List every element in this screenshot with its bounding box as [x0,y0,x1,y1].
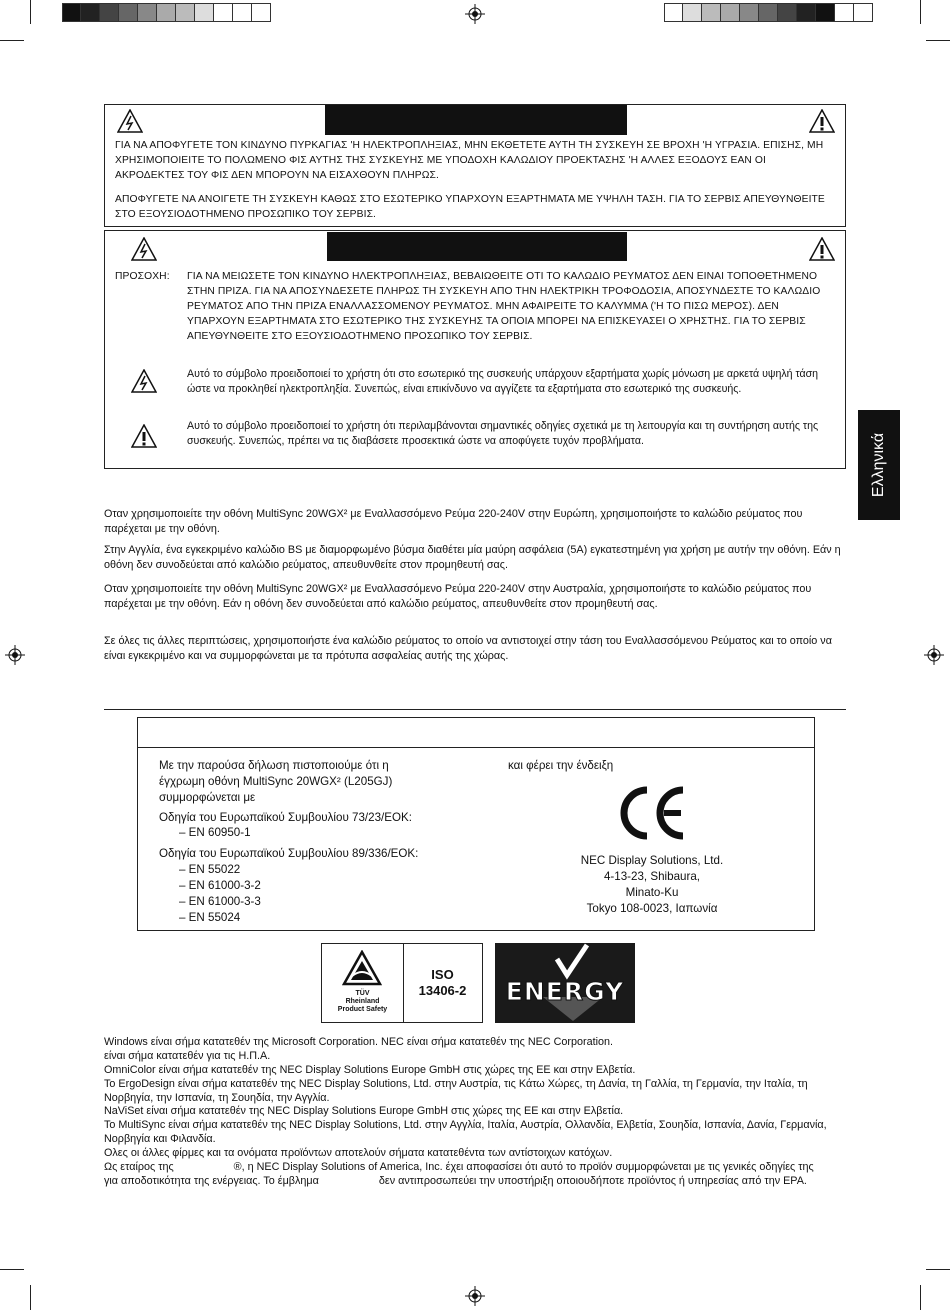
trademark-line: Ως εταίρος της ®, η NEC Display Solutions of America, Inc. έχει αποφασίσει ότι αυτό το προϊόν συμμορφώνεται με τις γενικές οδηγίες της για αποδοτικότητα της ενέργειας. Το έμβλημα δεν αντιπροσωπεύει την υποστήριξη οποιουδήποτε προϊόντος ή υπηρεσίας από την EPA. [104,1161,874,1187]
electric-shock-warning-icon [117,109,143,133]
declaration-intro [159,758,479,806]
address-line: NEC Display Solutions, Ltd. [580,854,724,867]
iso-label: ISO [431,967,454,982]
trademark-line: Το ErgoDesign είναι σήμα κατατεθέν της NEC Display Solutions, Ltd. στην Αυστρία, τις Κάτω Χώρες, τη Δανία, τη Γαλλία, τη Γερμανία, την Ιταλία, τη Νορβηγία, την Ισπανία, τη Σουηδία, την Αγγλία. [104,1078,808,1104]
tuv-iso-logo [321,943,483,1023]
trademark-line: OmniColor είναι σήμα κατατεθέν της NEC Display Solutions Europe GmbH στις χώρες της ΕΕ και στην Ελβετία. [104,1064,636,1076]
crop-mark [30,1285,31,1310]
crop-mark [0,40,24,41]
declaration-box [137,717,815,931]
caution-title-bar [327,232,627,261]
directive-2-standards [179,862,261,926]
trademark-line: NaViSet είναι σήμα κατατεθέν της NEC Display Solutions Europe GmbH στις χώρες της ΕΕ και στην Ελβετία. [104,1105,624,1117]
tuv-section [322,944,404,1022]
exclamation-warning-icon [809,237,835,261]
address-line: Minato-Ku [625,886,679,899]
standard-item: – EN 55024 [179,911,241,924]
caution-box [104,230,846,469]
exclamation-symbol-icon [131,424,157,448]
intro-line: Με την παρούσα δήλωση πιστοποιούμε ότι η [159,759,389,772]
crop-mark [926,40,950,41]
standard-item: – EN 55022 [179,863,241,876]
declaration-header [138,718,814,748]
section-divider [104,709,846,710]
power-paragraph-australia: Οταν χρησιμοποιείτε την οθόνη MultiSync 20WGX² με Εναλλασσόμενο Ρεύμα 220-240V στην Αυστραλία, χρησιμοποιήστε το καλώδιο ρεύματος που παρέχεται με την οθόνη. Εάν η οθόνη δεν συνοδεύεται από καλώδιο ρεύματος, απευθυνθείτε στον προμηθευτή σας. [104,583,812,610]
caution-text: ΓΙΑ ΝΑ ΜΕΙΩΣΕΤΕ ΤΟΝ ΚΙΝΔΥΝΟ ΗΛΕΚΤΡΟΠΛΗΞΙΑΣ, ΒΕΒΑΙΩΘΕΙΤΕ ΟΤΙ ΤΟ ΚΑΛΩΔΙΟ ΡΕΥΜΑΤΟΣ ΔΕΝ ΕΙΝΑΙ ΤΟΠΟΘΕΤΗΜΕΝΟ ΣΤΗΝ ΠΡΙΖΑ. ΓΙΑ ΝΑ ΑΠΟΣΥΝΔΕΣΕΤΕ ΠΛΗΡΩΣ ΤΗ ΣΥΣΚΕΥΗ ΑΠΟ ΤΗΝ ΗΛΕΚΤΡΙΚΗ ΤΡΟΦΟΔΟΣΙΑ, ΑΠΟΣΥΝΔΕΣΤΕ ΤΟ ΚΑΛΩΔΙΟ ΡΕΥΜΑΤΟΣ ΑΠΟ ΤΗΝ ΠΡΙΖΑ ΕΝΑΛΛΑΣΣΟΜΕΝΟΥ ΡΕΥΜΑΤΟΣ. ΜΗΝ ΑΦΑΙΡΕΙΤΕ ΤΟ ΚΑΛΥΜΜΑ ('Η ΤΟ ΠΙΣΩ ΜΕΡΟΣ). ΔΕΝ ΥΠΑΡΧΟΥΝ ΕΞΑΡΤΗΜΑΤΑ ΣΤΟ ΕΣΩΤΕΡΙΚΟ ΤΗΣ ΣΥΣΚΕΥΗΣ ΤΑ ΟΠΟΙΑ ΜΠΟΡΕΙ ΝΑ ΕΠΙΣΚΕΥΑΣΕΙ Ο ΧΡΗΣΤΗΣ. ΓΙΑ ΤΟ ΣΕΡΒΙΣ ΑΠΕΥΘΥΝΘΕΙΤΕ ΣΤΟ ΕΞΟΥΣΙΟΔΟΤΗΜΕΝΟ ΠΡΟΣΩΠΙΚΟ ΤΟΥ ΣΕΡΒΙΣ. [187,271,821,342]
crop-mark [0,1269,24,1270]
power-paragraph-other: Σε όλες τις άλλες περιπτώσεις, χρησιμοποιήστε ένα καλώδιο ρεύματος το οποίο να αντιστοιχεί στην τάση του Εναλλασσόμενου Ρεύματος και το οποίο να είναι εγκεκριμένο και να συμμορφώνεται με τα πρότυπα ασφαλείας αυτής της χώρας. [104,635,832,662]
standard-item: – EN 61000-3-3 [179,895,261,908]
ce-mark-logo [615,784,687,842]
mark-text: και φέρει την ένδειξη [508,759,614,772]
energy-label: ENERGY [505,977,625,1006]
electric-shock-warning-icon [131,237,157,261]
power-paragraph-europe: Οταν χρησιμοποιείτε την οθόνη MultiSync 20WGX² με Εναλλασσόμενο Ρεύμα 220-240V στην Ευρώπη, χρησιμοποιήστε το καλώδιο ρεύματος που παρέχεται με την οθόνη. [104,508,803,535]
color-bar-right [664,3,873,23]
registration-mark-icon [924,645,944,665]
tuv-triangle-icon [342,950,382,986]
crop-mark [926,1269,950,1270]
intro-line: έγχρωμη οθόνη MultiSync 20WGX² (L205GJ) [159,775,393,788]
warning-box [104,104,846,227]
power-paragraph-uk: Στην Αγγλία, ένα εγκεκριμένο καλώδιο BS με διαμορφωμένο βύσμα διαθέτει μία μαύρη ασφάλεια (5A) εγκατεστημένη για χρήση με αυτήν την οθόνη. Εάν η οθόνη δεν συνοδεύεται από καλώδιο ρεύματος, απευθυνθείτε στον προμηθευτή σας. [104,544,841,571]
registration-mark-icon [465,4,485,24]
warning-text-1: ΓΙΑ ΝΑ ΑΠΟΦΥΓΕΤΕ ΤΟΝ ΚΙΝΔΥΝΟ ΠΥΡΚΑΓΙΑΣ 'Η ΗΛΕΚΤΡΟΠΛΗΞΙΑΣ, ΜΗΝ ΕΚΘΕΤΕΤΕ ΑΥΤΗ ΤΗ ΣΥΣΚΕΥΗ ΣΕ ΒΡΟΧΗ 'Η ΥΓΡΑΣΙΑ. ΕΠΙΣΗΣ, ΜΗ ΧΡΗΣΙΜΟΠΟΙΕΙΤΕ ΤΟ ΠΟΛΩΜΕΝΟ ΦΙΣ ΑΥΤΗΣ ΤΗΣ ΣΥΣΚΕΥΗΣ ΜΕ ΥΠΟΔΟΧΗ ΚΑΛΩΔΙΟΥ ΠΡΟΕΚΤΑΣΗΣ 'Η ΑΛΛΕΣ ΕΞΟΔΟΥΣ ΕΑΝ ΟΙ ΑΚΡΟΔΕΚΤΕΣ ΤΟΥ ΦΙΣ ΔΕΝ ΜΠΟΡΟΥΝ ΝΑ ΕΙΣΑΧΘΟΥΝ ΠΛΗΡΩΣ. [115,140,824,181]
trademark-line: Windows είναι σήμα κατατεθέν της Microsoft Corporation. NEC είναι σήμα κατατεθέν της NEC Corporation. [104,1036,614,1048]
exclamation-warning-icon [809,109,835,133]
registration-mark-icon [5,645,25,665]
energy-star-logo [495,943,635,1023]
caution-label: ΠΡΟΣΟΧΗ: [115,271,170,282]
company-address [548,853,756,917]
intro-line: συμμορφώνεται με [159,791,256,804]
directive-1: Οδηγία του Ευρωπαϊκού Συμβουλίου 73/23/EOK: [159,811,412,824]
address-line: Tokyo 108-0023, Ιαπωνία [586,902,718,915]
trademark-line: Το MultiSync είναι σήμα κατατεθέν της NEC Display Solutions, Ltd. στην Αγγλία, Ιταλία, Αυστρία, Ολλανδία, Ελβετία, Σουηδία, Ισπανία, Δανία, Γερμανία, Νορβηγία και Φιλανδία. [104,1119,827,1145]
registration-mark-icon [465,1286,485,1306]
iso-number: 13406-2 [418,983,467,998]
tuv-product-safety-label: Product Safety [337,1006,388,1013]
color-bar-left [62,3,271,23]
language-tab-label: Ελληνικά [870,432,887,498]
directive-1-standard: – EN 60950-1 [179,826,251,839]
electric-shock-symbol-icon [131,369,157,393]
language-tab [858,410,900,520]
address-line: 4-13-23, Shibaura, [603,870,701,883]
tuv-label: TÜV [355,990,370,997]
warning-title-bar [325,105,627,135]
crop-mark [30,0,31,24]
directive-2: Οδηγία του Ευρωπαϊκού Συμβουλίου 89/336/EOK: [159,847,419,860]
trademark-line: Ολες οι άλλες φίρμες και τα ονόματα προϊόντων αποτελούν σήματα κατατεθέντα των αντίστοιχων κατόχων. [104,1147,613,1159]
crop-mark [920,0,921,24]
tuv-rheinland-label: Rheinland [345,998,380,1005]
exclamation-symbol-explanation: Αυτό το σύμβολο προειδοποιεί το χρήστη ότι περιλαμβάνονται σημαντικές οδηγίες σχετικά με τη λειτουργία και τη συντήρηση αυτής της συσκευής. Συνεπώς, πρέπει να τις διαβάσετε προσεκτικά ώστε να αποφύγετε τυχόν προβλήματα. [187,420,819,447]
warning-text-2: ΑΠΟΦΥΓΕΤΕ ΝΑ ΑΝΟΙΓΕΤΕ ΤΗ ΣΥΣΚΕΥΗ ΚΑΘΩΣ ΣΤΟ ΕΣΩΤΕΡΙΚΟ ΥΠΑΡΧΟΥΝ ΕΞΑΡΤΗΜΑΤΑ ΜΕ ΥΨΗΛΗ ΤΑΣΗ. ΓΙΑ ΤΟ ΣΕΡΒΙΣ ΑΠΕΥΘΥΝΘΕΙΤΕ ΣΤΟ ΕΞΟΥΣΙΟΔΟΤΗΜΕΝΟ ΠΡΟΣΩΠΙΚΟ ΤΟΥ ΣΕΡΒΙΣ. [115,194,825,220]
standard-item: – EN 61000-3-2 [179,879,261,892]
electric-symbol-explanation: Αυτό το σύμβολο προειδοποιεί το χρήστη ότι στο εσωτερικό της συσκευής υπάρχουν εξαρτήματα χωρίς μόνωση με αρκετά υψηλή τάση ώστε να προκληθεί ηλεκτροπληξία. Συνεπώς, είναι επικίνδυνο να αγγίζετε τα εξαρτήματα στο εσωτερικό της συσκευής. [187,368,819,395]
trademark-line: είναι σήμα κατατεθέν για τις Η.Π.Α. [104,1050,271,1062]
crop-mark [920,1285,921,1310]
